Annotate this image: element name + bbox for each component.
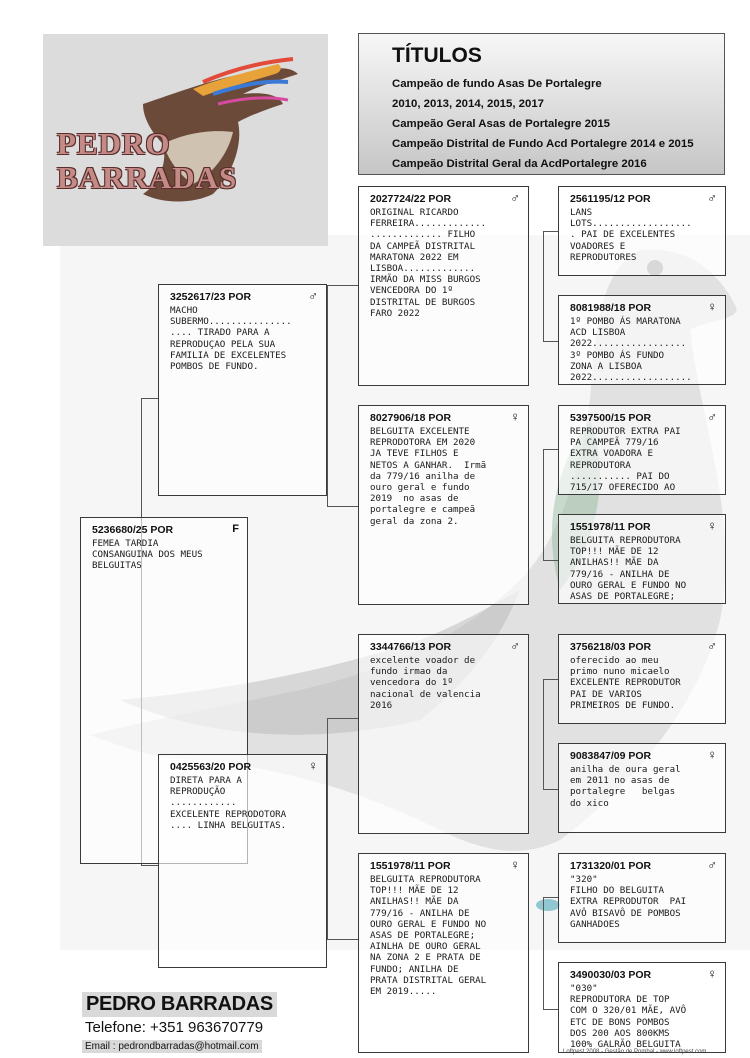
- pedigree-grandsire-dam-side-card[interactable]: [358, 634, 529, 834]
- male-icon: ♂: [510, 638, 520, 653]
- title-line: 2010, 2013, 2014, 2015, 2017: [392, 98, 545, 110]
- ring-number: 1551978/11 POR: [570, 521, 651, 533]
- ring-number: 3344766/13 POR: [370, 641, 452, 653]
- software-credit: Loftpest 2008 - Gestão de Pombal - www.loftpest.com: [563, 1049, 707, 1055]
- ring-number: 2027724/22 POR: [370, 193, 452, 205]
- pedigree-dam-card[interactable]: [158, 754, 327, 968]
- pigeon-notes: FEMEA TARDIA CONSANGUINA DOS MEUS BELGUITAS: [92, 538, 203, 572]
- contact-block: [82, 992, 277, 1054]
- pedigree-ancestor-card[interactable]: [558, 634, 726, 724]
- male-icon: ♂: [707, 638, 717, 653]
- title-line: Campeão Distrital de Fundo Acd Portalegre 2014 e 2015: [392, 138, 694, 150]
- pedigree-ancestor-card[interactable]: [558, 743, 726, 833]
- ring-number: 3756218/03 POR: [570, 641, 652, 653]
- pigeon-notes: LANS LOTS.................. . PAI DE EXCELENTES VOADORES E REPRODUTORES: [570, 207, 692, 263]
- female-icon: ♀: [707, 966, 717, 981]
- title-line: Campeão de fundo Asas De Portalegre: [392, 78, 602, 90]
- ring-number: 1551978/11 POR: [370, 860, 451, 872]
- connector: [543, 897, 559, 1010]
- ring-number: 5397500/15 POR: [570, 412, 652, 424]
- female-icon: ♀: [707, 518, 717, 533]
- ring-number: 8081988/18 POR: [570, 302, 652, 314]
- title-line: Campeão Distrital Geral da AcdPortalegre 2016: [392, 158, 647, 170]
- ring-number: 0425563/20 POR: [170, 761, 252, 773]
- pedigree-ancestor-card[interactable]: [558, 295, 726, 385]
- pigeon-notes: MACHO SUBERMO............... .... TIRADO PARA A REPRODUÇAO PELA SUA FAMILIA DE EXCELENTES POMBOS DE FUNDO.: [170, 305, 292, 373]
- ring-number: 3252617/23 POR: [170, 291, 252, 303]
- pigeon-notes: DIRETA PARA A REPRODUÇÃO ............ EXCELENTE REPRODOTORA .... LINHA BELGUITAS.: [170, 775, 287, 831]
- male-icon: ♂: [707, 857, 717, 872]
- male-icon: ♂: [707, 409, 717, 424]
- pigeon-notes: BELGUITA REPRODUTORA TOP!!! MÃE DE 12 ANILHAS!! MÃE DA 779/16 - ANILHA DE OURO GERAL E FUNDO NO ASAS DE PORTALEGRE; AINLHA DE OURO GERAL NA ZONA 2 E PRATA DE FUNDO; ANILHA DE PRATA DISTRITAL GERAL EM 2019.....: [370, 874, 487, 998]
- pedigree-granddam-sire-side-card[interactable]: [358, 405, 529, 605]
- connector: [543, 449, 559, 561]
- connector: [327, 718, 359, 940]
- ring-number: 9083847/09 POR: [570, 750, 652, 762]
- ring-number: 3490030/03 POR: [570, 969, 652, 981]
- connector: [543, 231, 559, 342]
- pedigree-ancestor-card[interactable]: [558, 186, 726, 276]
- phone-number: Telefone: +351 963670779: [85, 1019, 264, 1036]
- pigeon-notes: "030" REPRODUTORA DE TOP COM O 320/01 MÃE, AVÔ ETC DE BONS POMBOS DOS 200 AOS 800KMS 100% GALRÃO BELGUITA: [570, 983, 687, 1051]
- logo-line-1: PEDRO: [57, 126, 171, 161]
- sex-label: F: [232, 523, 239, 535]
- pedigree-ancestor-card[interactable]: [558, 853, 726, 943]
- titles-heading: TÍTULOS: [392, 44, 482, 67]
- logo-line-2: BARRADAS: [57, 160, 238, 195]
- pigeon-notes: BELGUITA EXCELENTE REPRODOTORA EM 2020 JA TEVE FILHOS E NETOS A GANHAR. Irmã da 779/16 anilha de ouro geral e fundo 2019 no asas de portalegre e campeã geral da zona 2.: [370, 426, 487, 527]
- connector: [543, 679, 559, 790]
- pigeon-notes: excelente voador de fundo irmao da vencedora do 1º nacional de valencia 2016: [370, 655, 481, 711]
- ring-number: 2561195/12 POR: [570, 193, 651, 205]
- male-icon: ♂: [707, 190, 717, 205]
- female-icon: ♀: [707, 299, 717, 314]
- female-icon: ♀: [707, 747, 717, 762]
- male-icon: ♂: [308, 288, 318, 303]
- female-icon: ♀: [510, 409, 520, 424]
- email-address[interactable]: Email : pedrondbarradas@hotmail.com: [82, 1040, 262, 1053]
- female-icon: ♀: [510, 857, 520, 872]
- ring-number: 5236680/25 POR: [92, 524, 174, 536]
- pigeon-notes: oferecido ao meu primo nuno micaelo EXCELENTE REPRODUTOR PAI DE VARIOS PRIMEIROS DE FUNDO.: [570, 655, 681, 711]
- connector: [327, 285, 359, 507]
- pedigree-ancestor-card[interactable]: [558, 405, 726, 495]
- pigeon-notes: 1º POMBO ÁS MARATONA ACD LISBOA 2022................. 3º POMBO ÁS FUNDO ZONA A LISBOA 2022..................: [570, 316, 692, 384]
- male-icon: ♂: [510, 190, 520, 205]
- title-line: Campeão Geral Asas de Portalegre 2015: [392, 118, 611, 130]
- ring-number: 8027906/18 POR: [370, 412, 452, 424]
- pedigree-grandsire-sire-side-card[interactable]: [358, 186, 529, 386]
- pigeon-notes: BELGUITA REPRODUTORA TOP!!! MÃE DE 12 ANILHAS!! MÃE DA 779/16 - ANILHA DE OURO GERAL E FUNDO NO ASAS DE PORTALEGRE;: [570, 535, 687, 603]
- pedigree-ancestor-card[interactable]: [558, 514, 726, 604]
- ring-number: 1731320/01 POR: [570, 860, 652, 872]
- pigeon-notes: REPRODUTOR EXTRA PAI PA CAMPEÃ 779/16 EXTRA VOADORA E REPRODUTORA ........... PAI DO 715/17 OFERECIDO AO: [570, 426, 681, 494]
- pigeon-notes: anilha de oura geral em 2011 no asas de portalegre belgas do xico: [570, 764, 681, 809]
- pigeon-notes: ORIGINAL RICARDO FERREIRA............. ............. FILHO DA CAMPEÃ DISTRITAL MARATONA 2022 EM LISBOA............. IRMÃO DA MISS BURGOS VENCEDORA DO 1º DISTRITAL DE BURGOS FARO 2022: [370, 207, 487, 319]
- pedigree-sire-card[interactable]: [158, 284, 327, 496]
- breeder-logo: [43, 34, 328, 246]
- female-icon: ♀: [308, 758, 318, 773]
- pedigree-ancestor-card[interactable]: [558, 962, 726, 1053]
- pigeon-notes: "320" FILHO DO BELGUITA EXTRA REPRODUTOR PAI AVÔ BISAVÔ DE POMBOS GANHADOES: [570, 874, 687, 930]
- breeder-name: PEDRO BARRADAS: [82, 992, 277, 1017]
- titles-panel: [358, 33, 725, 175]
- pedigree-granddam-dam-side-card[interactable]: [358, 853, 529, 1053]
